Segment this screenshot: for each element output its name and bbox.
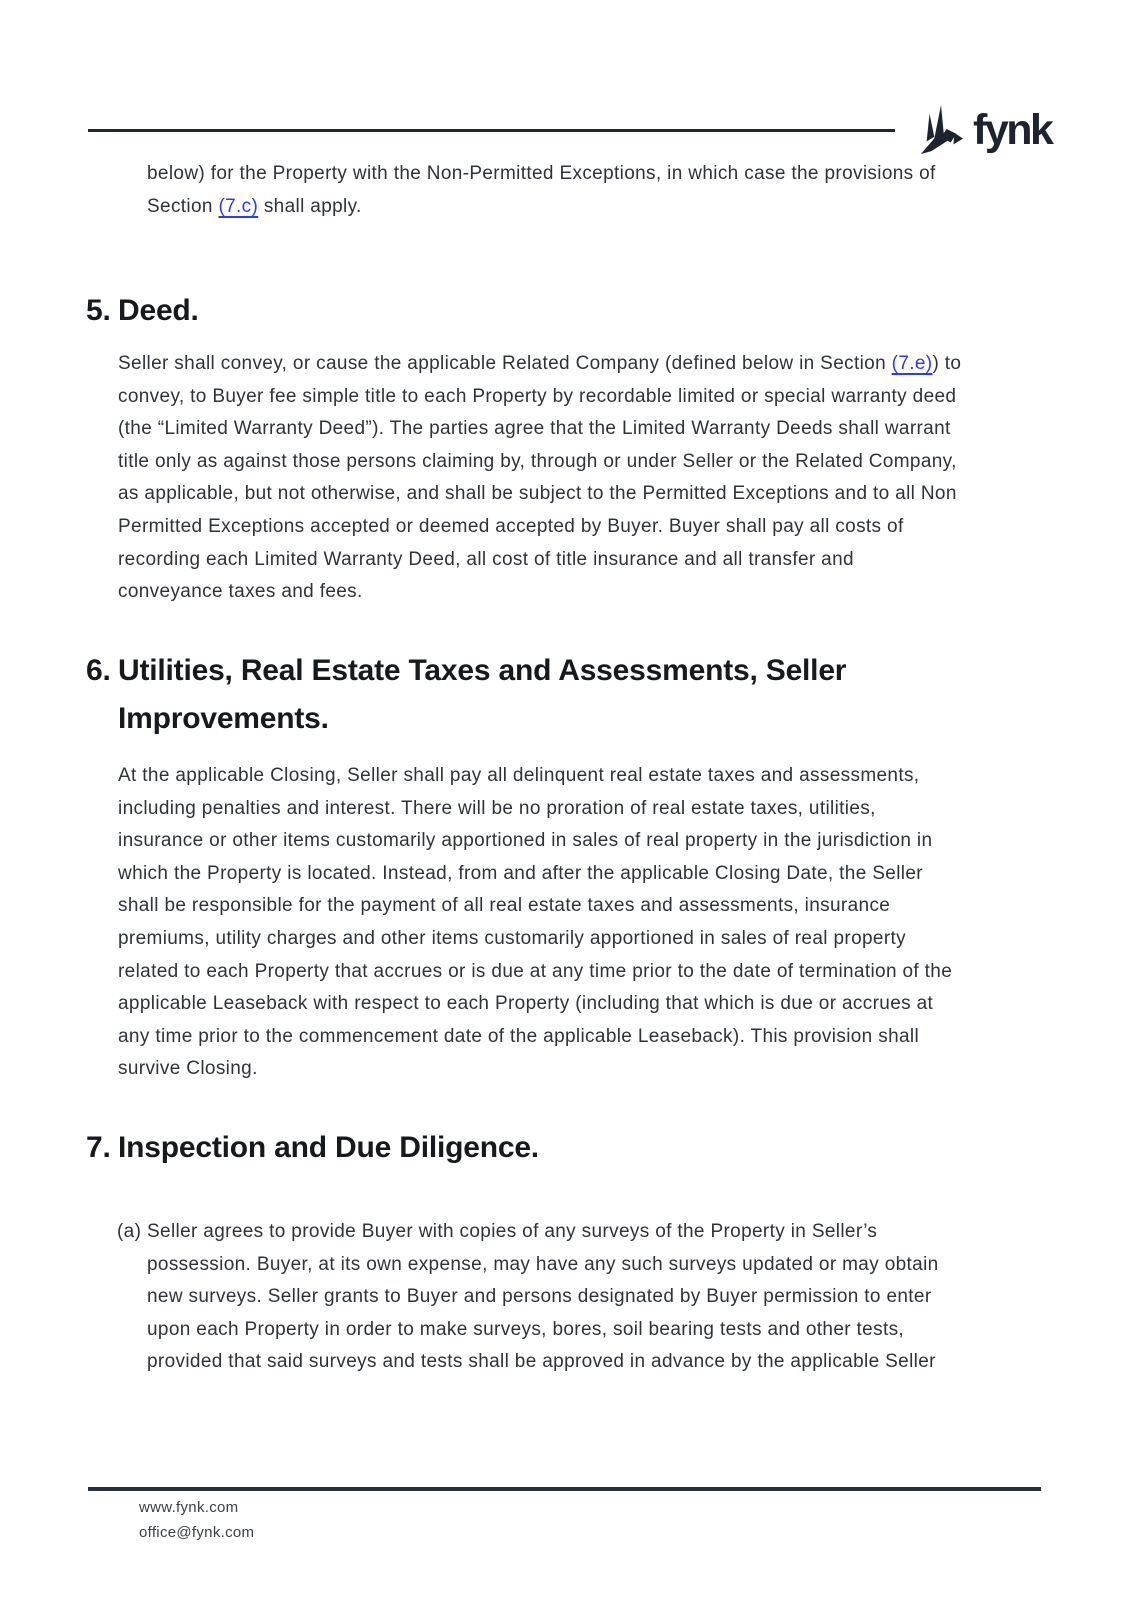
footer bbox=[139, 1496, 254, 1545]
text-line bbox=[118, 695, 846, 743]
text-line bbox=[118, 446, 961, 479]
text-segment: Section bbox=[147, 195, 219, 217]
section-5-number: 5. bbox=[86, 294, 111, 327]
text-line bbox=[118, 381, 961, 414]
section-5-paragraph bbox=[118, 348, 961, 609]
text-segment: applicable Leaseback with respect to each Property (including that which is due or accrues at bbox=[118, 993, 934, 1015]
section-6-number: 6. bbox=[86, 654, 111, 687]
text-segment: possession. Buyer, at its own expense, may have any such surveys updated or may obtain bbox=[147, 1253, 939, 1275]
text-line bbox=[147, 1216, 939, 1249]
text-segment: any time prior to the commencement date of the applicable Leaseback). This provision shall bbox=[118, 1025, 920, 1047]
text-segment: ) to bbox=[932, 353, 962, 374]
footer-website-link[interactable]: www.fynk.com bbox=[139, 1499, 239, 1516]
text-segment: title only as against those persons claiming by, through or under Seller or the Related Company, bbox=[118, 450, 957, 472]
text-line bbox=[118, 988, 952, 1021]
text-line bbox=[118, 923, 952, 956]
continuation-paragraph bbox=[147, 158, 936, 223]
text-segment: (the “Limited Warranty Deed”). The parties agree that the Limited Warranty Deeds shall warrant bbox=[118, 418, 951, 440]
text-line bbox=[147, 191, 936, 224]
text-segment: Seller agrees to provide Buyer with copies of any surveys of the Property in Seller’s bbox=[147, 1221, 878, 1242]
footer-email-link[interactable]: office@fynk.com bbox=[139, 1523, 255, 1541]
text-line bbox=[118, 760, 952, 793]
text-segment: Inspection and Due Diligence. bbox=[118, 1131, 539, 1164]
section-6-paragraph bbox=[118, 760, 952, 1086]
text-segment: convey, to Buyer fee simple title to each Property by recordable limited or special warranty deed bbox=[118, 385, 957, 407]
text-line bbox=[118, 287, 199, 335]
text-segment: provided that said surveys and tests shall be approved in advance by the applicable Seller bbox=[147, 1351, 936, 1373]
text-segment: premiums, utility charges and other items customarily apportioned in sales of real property bbox=[118, 927, 906, 949]
header-rule bbox=[88, 129, 895, 132]
text-line bbox=[147, 1314, 939, 1347]
text-segment: Permitted Exceptions accepted or deemed accepted by Buyer. Buyer shall pay all costs of bbox=[118, 515, 904, 537]
text-line bbox=[118, 576, 961, 609]
text-segment: below) for the Property with the Non-Permitted Exceptions, in which case the provisions of bbox=[147, 163, 936, 184]
text-segment: Deed. bbox=[118, 294, 199, 327]
text-line bbox=[118, 1021, 952, 1054]
section-7-number: 7. bbox=[86, 1131, 111, 1164]
text-line bbox=[118, 793, 952, 826]
logo-wordmark: fynk bbox=[973, 106, 1052, 154]
section-7-title bbox=[118, 1124, 539, 1172]
text-segment: insurance or other items customarily apportioned in sales of real property in the jurisdiction in bbox=[118, 830, 933, 852]
section-5-heading bbox=[86, 287, 199, 335]
text-line bbox=[118, 478, 961, 511]
text-segment: new surveys. Seller grants to Buyer and persons designated by Buyer permission to enter bbox=[147, 1286, 932, 1308]
text-line bbox=[118, 413, 961, 446]
text-segment: upon each Property in order to make surveys, bores, soil bearing tests and other tests, bbox=[147, 1318, 905, 1340]
text-line bbox=[118, 890, 952, 923]
text-line bbox=[147, 158, 936, 191]
section-6-heading bbox=[86, 647, 846, 743]
list-item-marker: (a) bbox=[117, 1221, 142, 1242]
text-segment: shall be responsible for the payment of all real estate taxes and assessments, insurance bbox=[118, 895, 891, 917]
origami-bird-icon bbox=[918, 104, 964, 156]
section-7-heading bbox=[86, 1124, 539, 1172]
section-ref-link[interactable]: (7.c) bbox=[218, 195, 259, 217]
text-line bbox=[118, 544, 961, 577]
section-5-title bbox=[118, 287, 199, 335]
text-line bbox=[118, 956, 952, 989]
text-segment: as applicable, but not otherwise, and shall be subject to the Permitted Exceptions and to all Non bbox=[118, 483, 957, 505]
section-7-item-a-text bbox=[147, 1216, 939, 1379]
text-segment: shall apply. bbox=[258, 195, 362, 217]
footer-rule bbox=[88, 1487, 1041, 1491]
text-segment: conveyance taxes and fees. bbox=[118, 581, 363, 603]
text-segment: Seller shall convey, or cause the applicable Related Company (defined below in Section bbox=[118, 353, 892, 374]
text-line bbox=[118, 511, 961, 544]
text-line bbox=[118, 858, 952, 891]
section-7-item-a bbox=[117, 1216, 939, 1379]
text-segment: At the applicable Closing, Seller shall pay all delinquent real estate taxes and assessments, bbox=[118, 765, 920, 786]
text-line bbox=[118, 825, 952, 858]
fynk-logo bbox=[918, 103, 1051, 157]
section-ref-link[interactable]: (7.e) bbox=[891, 353, 933, 374]
text-segment: recording each Limited Warranty Deed, all cost of title insurance and all transfer and bbox=[118, 548, 854, 570]
text-line bbox=[147, 1249, 939, 1282]
text-line bbox=[118, 348, 961, 381]
text-segment: survive Closing. bbox=[118, 1058, 258, 1080]
section-6-title bbox=[118, 647, 846, 743]
text-segment: which the Property is located. Instead, from and after the applicable Closing Date, the Seller bbox=[118, 862, 923, 884]
text-line bbox=[118, 647, 846, 695]
text-segment: related to each Property that accrues or is due at any time prior to the date of termination of the bbox=[118, 960, 953, 982]
text-segment: Utilities, Real Estate Taxes and Assessments, Seller bbox=[118, 654, 847, 687]
text-segment: including penalties and interest. There will be no proration of real estate taxes, utilities, bbox=[118, 797, 876, 819]
text-segment: Improvements. bbox=[118, 702, 329, 735]
text-line bbox=[147, 1281, 939, 1314]
text-line bbox=[147, 1346, 939, 1379]
text-line bbox=[118, 1124, 539, 1172]
text-line bbox=[118, 1053, 952, 1086]
